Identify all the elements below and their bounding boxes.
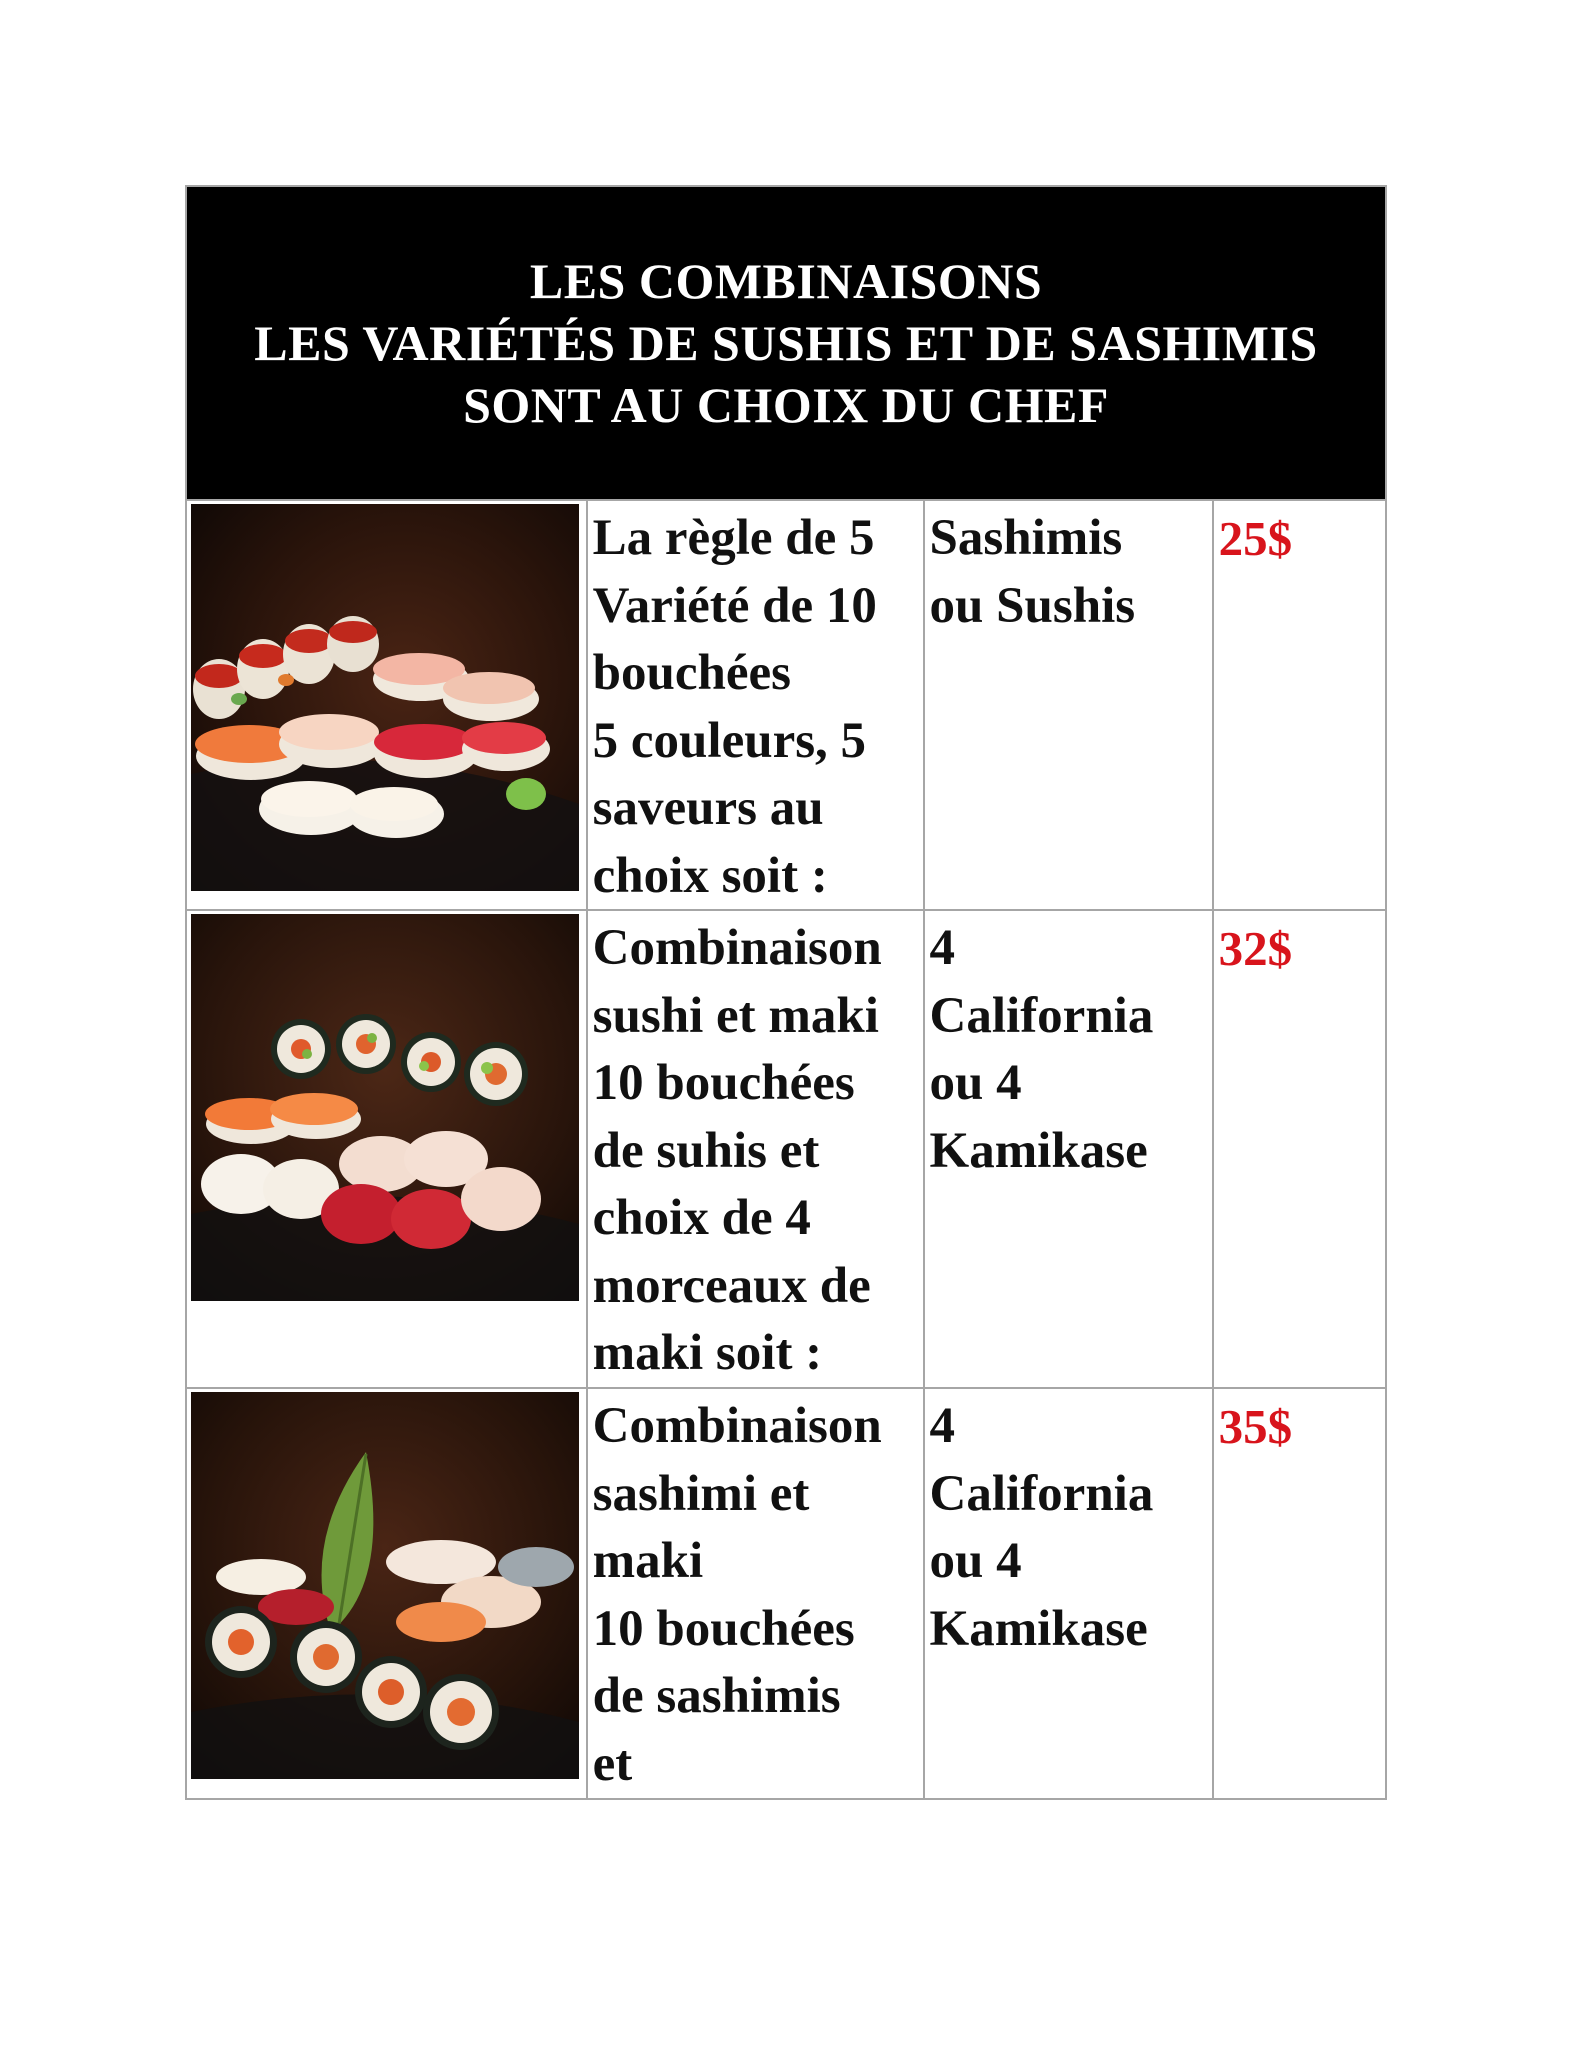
menu-row (187, 1387, 1385, 1798)
price-cell (1212, 911, 1385, 1387)
combinations-menu-table (185, 185, 1387, 1800)
photo-cell (187, 501, 586, 909)
combination-options: 4 California ou 4 Kamikase (929, 920, 1154, 1179)
combination-options: 4 California ou 4 Kamikase (929, 1398, 1154, 1657)
header-subtitle-line-1: LES VARIÉTÉS DE SUSHIS ET DE SASHIMIS (254, 315, 1318, 371)
sashimi-maki-combo-photo (191, 1392, 579, 1779)
description-cell (586, 1389, 923, 1798)
options-cell (923, 1389, 1212, 1798)
sushi-maki-combo-photo (191, 914, 579, 1301)
menu-header (187, 187, 1385, 499)
header-title: LES COMBINAISONS (529, 253, 1043, 309)
combination-options: Sashimis ou Sushis (929, 510, 1136, 634)
photo-cell (187, 911, 586, 1387)
header-subtitle-line-2: SONT AU CHOIX DU CHEF (463, 377, 1109, 433)
menu-row (187, 499, 1385, 909)
combination-price: 32$ (1218, 921, 1293, 976)
sushi-nigiri-platter-photo (191, 504, 579, 891)
description-cell (586, 501, 923, 909)
price-cell (1212, 501, 1385, 909)
photo-cell (187, 1389, 586, 1798)
options-cell (923, 911, 1212, 1387)
combination-price: 35$ (1218, 1399, 1293, 1454)
combination-description: La règle de 5 Variété de 10 bouchées 5 couleurs, 5 saveurs au choix soit : (592, 510, 877, 904)
options-cell (923, 501, 1212, 909)
combination-description: Combinaison sashimi et maki 10 bouchées de sashimis et (592, 1398, 882, 1792)
menu-row (187, 909, 1385, 1387)
combination-description: Combinaison sushi et maki 10 bouchées de suhis et choix de 4 morceaux de maki soit : (592, 920, 882, 1381)
combination-price: 25$ (1218, 511, 1293, 566)
price-cell (1212, 1389, 1385, 1798)
description-cell (586, 911, 923, 1387)
